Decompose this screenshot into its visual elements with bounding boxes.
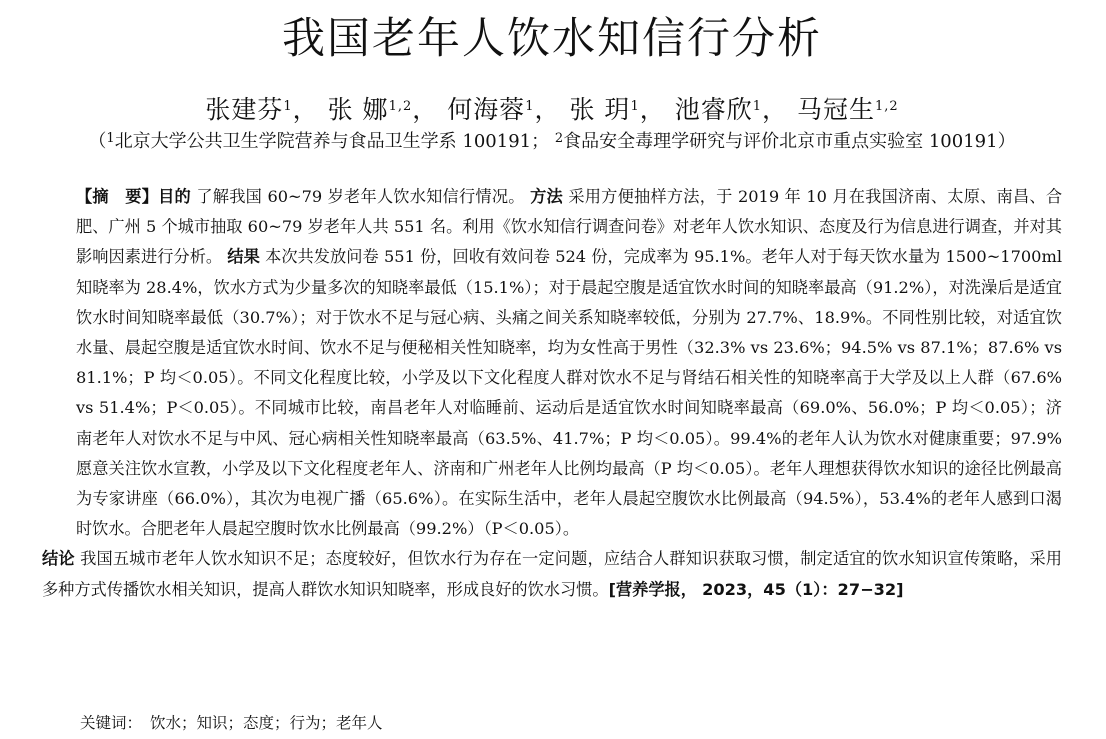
affiliations — [42, 125, 1062, 159]
objective-label: 目的 — [158, 187, 191, 206]
paper-title: 我国老年人饮水知信行分析 — [282, 14, 822, 64]
author-name: 张 娜 — [327, 95, 389, 124]
author-affil-marker: 1,2 — [874, 99, 899, 114]
affiliation-1: 北京大学公共卫生学院营养与食品卫生学系 100191； — [114, 131, 550, 152]
keywords — [80, 711, 383, 735]
author-affil-marker: 1,2 — [388, 99, 413, 114]
author-affil-marker: 1 — [525, 99, 535, 114]
author-separator: ， — [412, 95, 439, 124]
keywords-value: 饮水；知识；态度；行为；老年人 — [150, 714, 383, 732]
author-separator: ， — [292, 95, 319, 124]
affiliation-2: 食品安全毒理学研究与评价北京市重点实验室 100191） — [563, 131, 1016, 152]
abstract-label: 【摘 要】 — [76, 187, 159, 206]
citation-label: [营养学报， — [608, 579, 697, 599]
author-affil-marker: 1 — [283, 99, 293, 114]
author-name: 池睿欣 — [674, 95, 753, 124]
author-list — [42, 93, 1062, 127]
author-affil-marker: 1 — [752, 99, 762, 114]
author-name: 张 玥 — [569, 95, 631, 124]
author-affil-marker: 1 — [630, 99, 640, 114]
results-label: 结果 — [227, 247, 260, 267]
affiliation-marker: 2 — [554, 131, 564, 146]
author-separator: ， — [761, 95, 788, 124]
author-separator: ， — [639, 95, 666, 124]
abstract — [42, 182, 1062, 605]
citation-text: 2023，45（1）：27−32] — [702, 579, 904, 599]
conclusion-text: 我国五城市老年人饮水知识不足；态度较好，但饮水行为存在一定问题，应结合人群知识获取习惯，制定适宜的饮水知识宣传策略，采用多种方式传播饮水相关知识，提高人群饮水知识知晓率，形成良好的饮水习惯。 — [42, 549, 1062, 599]
methods-text: 采用方便抽样方法，于 2019 年 10 月在我国济南、太原、南昌、合肥、广州 5 个城市抽取 60~79 岁老年人共 551 名。利用《饮水知信行调查问卷》对老年人饮水知识、态度及行为信息进行调查，并对其影响因素进行分析。 — [76, 187, 1063, 267]
author-separator: ， — [534, 95, 561, 124]
author-name: 何海蓉 — [447, 95, 526, 124]
author-name: 马冠生 — [796, 95, 875, 124]
objective-text: 了解我国 60~79 岁老年人饮水知信行情况。 — [196, 187, 525, 206]
affiliation-marker: 1 — [106, 131, 115, 146]
affiliation-open-paren: （ — [88, 131, 107, 152]
keywords-label: 关键词： — [80, 714, 143, 732]
methods-label: 方法 — [530, 187, 563, 206]
conclusion-label: 结论 — [42, 549, 75, 569]
results-text: 本次共发放问卷 551 份，回收有效问卷 524 份，完成率为 95.1%。老年人对于每天饮水量为 1500~1700ml 知晓率为 28.4%，饮水方式为少量多次的知晓率最低（15.1%）；对于晨起空腹是适宜饮水时间的知晓率最高（91.2%），对洗澡后是适宜饮水时间知晓率最低（30.7%）；对于饮水不足与冠心病、头痛之间关系知晓率较低，分别为 27.7%、18.9%。不同性别比较，对适宜饮水量、晨起空腹是适宜饮水时间、饮水不足与便秘相关性知晓率，均为女性高于男性（32.3% vs 23.6%；94.5% vs 87.1%；87.6% vs 81.1%；P 均＜0.05）。不同文化程度比较，小学及以下文化程度人群对饮水不足与肾结石相关性的知晓率高于大学及以上人群（67.6% vs 51.4%；P＜0.05）。不同城市比较，南昌老年人对临睡前、运动后是适宜饮水时间知晓率最高（69.0%、56.0%；P 均＜0.05）；济南老年人对饮水不足与中风、冠心病相关性知晓率最高（63.5%、41.7%；P 均＜0.05）。99.4%的老年人认为饮水对健康重要；97.9%愿意关注饮水宣教，小学及以下文化程度老年人、济南和广州老年人比例均最高（P 均＜0.05）。老年人理想获得饮水知识的途径比例最高为专家讲座（66.0%），其次为电视广播（65.6%）。在实际生活中，老年人晨起空腹饮水比例最高（94.5%），53.4%的老年人感到口渴时饮水。合肥老年人晨起空腹时饮水比例最高（99.2%）（P＜0.05）。 — [76, 247, 1062, 539]
author-name: 张建芬 — [205, 95, 284, 124]
